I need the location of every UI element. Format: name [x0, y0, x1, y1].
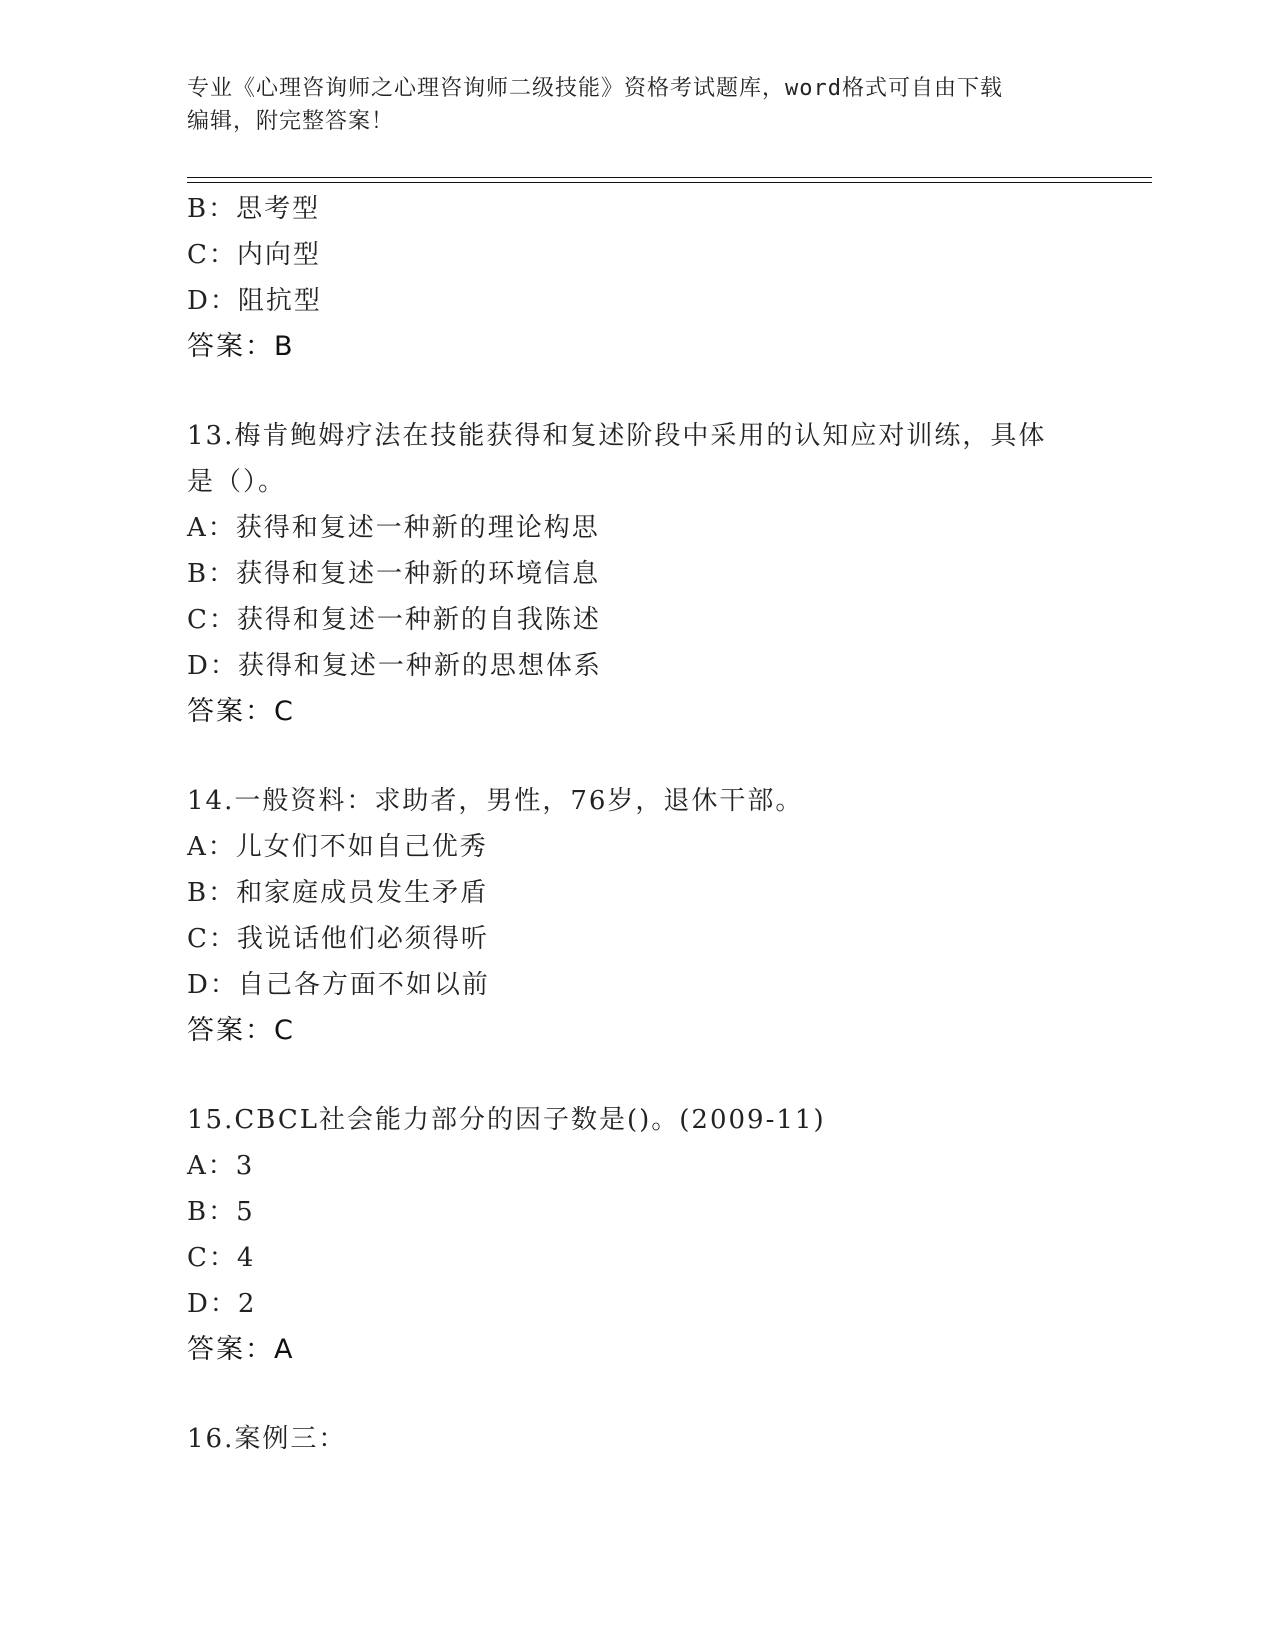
question-12-continued	[187, 186, 1087, 370]
answer-line: 答案：A	[187, 1334, 295, 1365]
option-a: A：3	[187, 1151, 255, 1181]
option-d: D：自己各方面不如以前	[187, 970, 490, 1000]
header-divider-bottom	[187, 182, 1152, 183]
question-stem-line: 16.案例三：	[187, 1424, 347, 1454]
option-c: C：4	[187, 1243, 256, 1273]
answer-line: 答案：C	[187, 1015, 295, 1046]
option-c: C：我说话他们必须得听	[187, 924, 489, 954]
option-b: B：思考型	[187, 194, 321, 224]
question-stem-line: 13.梅肯鲍姆疗法在技能获得和复述阶段中采用的认知应对训练，具体	[187, 421, 1047, 451]
option-b: B：5	[187, 1197, 255, 1227]
answer-line: 答案：B	[187, 331, 295, 362]
option-d: D：2	[187, 1289, 257, 1319]
question-16	[187, 1416, 1087, 1462]
option-c: C：内向型	[187, 240, 321, 270]
option-c: C：获得和复述一种新的自我陈述	[187, 605, 601, 635]
question-stem-line: 14.一般资料：求助者，男性，76岁，退休干部。	[187, 786, 804, 816]
option-a: A：获得和复述一种新的理论构思	[187, 513, 600, 543]
option-a: A：儿女们不如自己优秀	[187, 832, 488, 862]
question-14	[187, 778, 1087, 1054]
question-13	[187, 413, 1087, 735]
answer-line: 答案：C	[187, 696, 295, 727]
header-line-1: 专业《心理咨询师之心理咨询师二级技能》资格考试题库，word格式可自由下载	[187, 76, 1003, 101]
question-list	[187, 186, 1087, 1462]
question-15	[187, 1097, 1087, 1373]
header-divider-top	[187, 177, 1152, 178]
question-stem-line: 15.CBCL社会能力部分的因子数是()。(2009-11)	[187, 1105, 826, 1135]
option-d: D：获得和复述一种新的思想体系	[187, 651, 602, 681]
option-b: B：和家庭成员发生矛盾	[187, 878, 489, 908]
option-b: B：获得和复述一种新的环境信息	[187, 559, 601, 589]
question-stem-line: 是（）。	[187, 467, 287, 497]
page-header	[187, 72, 1087, 138]
option-d: D：阻抗型	[187, 286, 322, 316]
header-line-2: 编辑，附完整答案！	[187, 109, 395, 134]
